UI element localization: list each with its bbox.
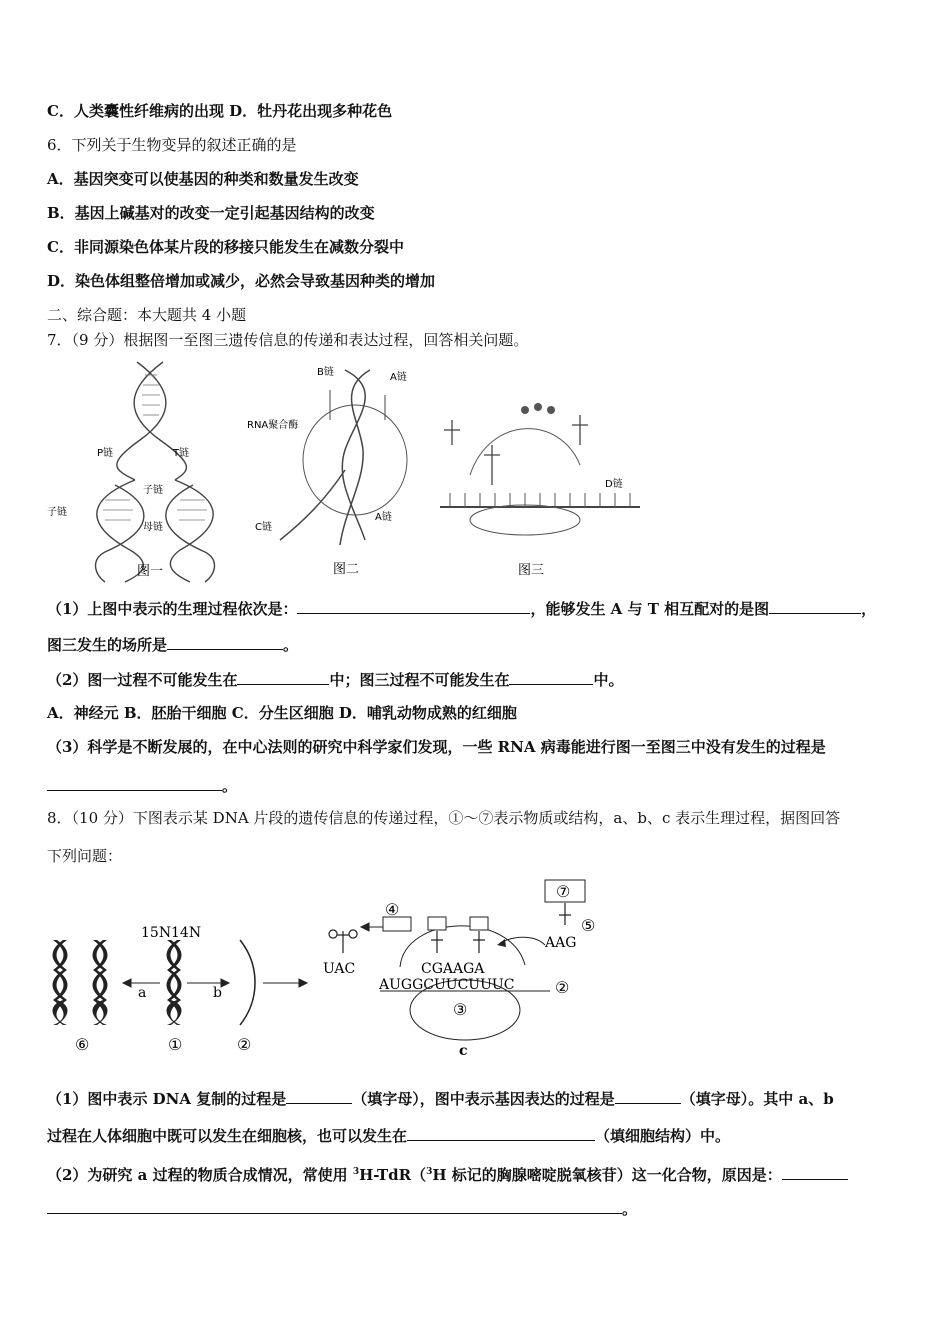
q7-blank-fig3-cell[interactable] (509, 669, 593, 685)
fig3-caption: 图三 (518, 563, 545, 578)
q7-part2-line: （2）图一过程不可能发生在 中；图三过程不可能发生在 中。 (47, 671, 624, 689)
fig2-label-b-chain: B链 (317, 367, 334, 378)
q6-stem: 6．下列关于生物变异的叙述正确的是 (47, 136, 297, 154)
q8-blank-expression[interactable] (615, 1088, 681, 1104)
q8-circle-2-right: ② (555, 978, 570, 997)
fig2-label-rna-polymerase: RNA聚合酶 (247, 420, 299, 431)
q6-option-d: D．染色体组整倍增加或减少，必然会导致基因种类的增加 (47, 272, 436, 290)
q8-circle-6: ⑥ (75, 1035, 90, 1054)
q8-part2-line2: 。 (47, 1198, 637, 1219)
q7-part2-options: A．神经元 B．胚胎干细胞 C．分生区细胞 D．哺乳动物成熟的红细胞 (47, 704, 517, 722)
fig1-caption: 图一 (137, 564, 164, 579)
fig3-label-d-chain: D链 (605, 479, 623, 490)
q7-part3-line: （3）科学是不断发展的，在中心法则的研究中科学家们发现，一些 RNA 病毒能进行图一至图三中没有发生的过程是 (47, 738, 826, 756)
q8-label-15n: 15N (141, 925, 172, 941)
q8-blank-cell-structure[interactable] (407, 1125, 595, 1141)
q7-blank-figure[interactable] (769, 598, 861, 614)
q8-part1-line2: 过程在人体细胞中既可以发生在细胞核，也可以发生在 （填细胞结构）中。 (47, 1127, 731, 1145)
q8-label-14n: 14N (171, 925, 202, 941)
q8-circle-5: ⑤ (581, 916, 596, 935)
q8-part1-line1: （1）图中表示 DNA 复制的过程是 （填字母），图中表示基因表达的过程是 （填字母）。其中 a、b (47, 1090, 834, 1108)
q8-blank-replication[interactable] (286, 1088, 352, 1104)
q8-aag: AAG (545, 935, 577, 951)
q7-part1-line1: （1）上图中表示的生理过程依次是： ，能够发生 A 与 T 相互配对的是图 ， (47, 600, 877, 618)
q8-figure (45, 875, 625, 1065)
q8-cgaaga: CGAAGA (421, 961, 485, 977)
q6-option-a: A．基因突变可以使基因的种类和数量发生改变 (47, 170, 359, 188)
q7-stem: 7．（9 分）根据图一至图三遗传信息的传递和表达过程，回答相关问题。 (47, 331, 529, 349)
q8-circle-4: ④ (385, 900, 400, 919)
q8-circle-7: ⑦ (556, 882, 571, 901)
q7-blank-processes[interactable] (297, 598, 530, 614)
q8-blank-reason[interactable] (47, 1198, 622, 1214)
q8-mrna-sequence: AUGGCUUCUUUC (379, 977, 515, 993)
q6-option-b: B．基因上碱基对的改变一定引起基因结构的改变 (47, 204, 375, 222)
fig1-label-daughter-chain-left: 子链 (47, 507, 67, 518)
q6-option-c: C．非同源染色体某片段的移接只能发生在减数分裂中 (47, 238, 404, 256)
q8-circle-1: ① (168, 1035, 183, 1054)
q8-blank-reason-start[interactable] (782, 1164, 848, 1180)
fig1-label-p-chain: P链 (97, 448, 114, 459)
q8-label-a: a (138, 985, 147, 1001)
fig2-label-a-chain-bottom: A链 (375, 512, 392, 523)
q8-part2-line1: （2）为研究 a 过程的物质合成情况，常使用 $^3$H-TdR（$^3$H 标记的胸腺嘧啶脱氧核苷）这一化合物，原因是： (47, 1162, 848, 1185)
fig1-label-daughter-chain: 子链 (143, 485, 163, 496)
fig1-label-t-chain: T链 (173, 448, 190, 459)
q7-blank-location[interactable] (167, 634, 283, 650)
q8-stem-line2: 下列问题： (47, 847, 123, 865)
fig2-label-c-chain: C链 (255, 522, 272, 533)
q8-circle-3: ③ (453, 1000, 468, 1019)
q8-stem-line1: 8．（10 分）下图表示某 DNA 片段的遗传信息的传递过程，①～⑦表示物质或结构，a、b、c 表示生理过程，据图回答 (47, 809, 841, 827)
q7-blank-fig1-cell[interactable] (237, 669, 329, 685)
q8-label-c: c (459, 1043, 468, 1059)
fig2-caption: 图二 (333, 562, 360, 577)
q7-blank-virus-process[interactable] (47, 775, 222, 791)
q7-figure-2 (245, 360, 425, 585)
q5-options-cd: C．人类囊性纤维病的出现 D．牡丹花出现多种花色 (47, 102, 393, 120)
q8-label-b: b (213, 985, 222, 1001)
q8-uac: UAC (323, 961, 356, 977)
q7-figure-3 (430, 375, 645, 585)
fig2-label-a-chain-top: A链 (390, 372, 407, 383)
q7-part3-answer: 。 (47, 775, 237, 796)
fig1-label-mother-chain: 母链 (143, 522, 163, 533)
q7-part1-line2: 图三发生的场所是 。 (47, 636, 299, 654)
q7-figure-1 (45, 360, 245, 585)
section-heading: 二、综合题：本大题共 4 小题 (47, 306, 247, 324)
q8-circle-2-left: ② (237, 1035, 252, 1054)
